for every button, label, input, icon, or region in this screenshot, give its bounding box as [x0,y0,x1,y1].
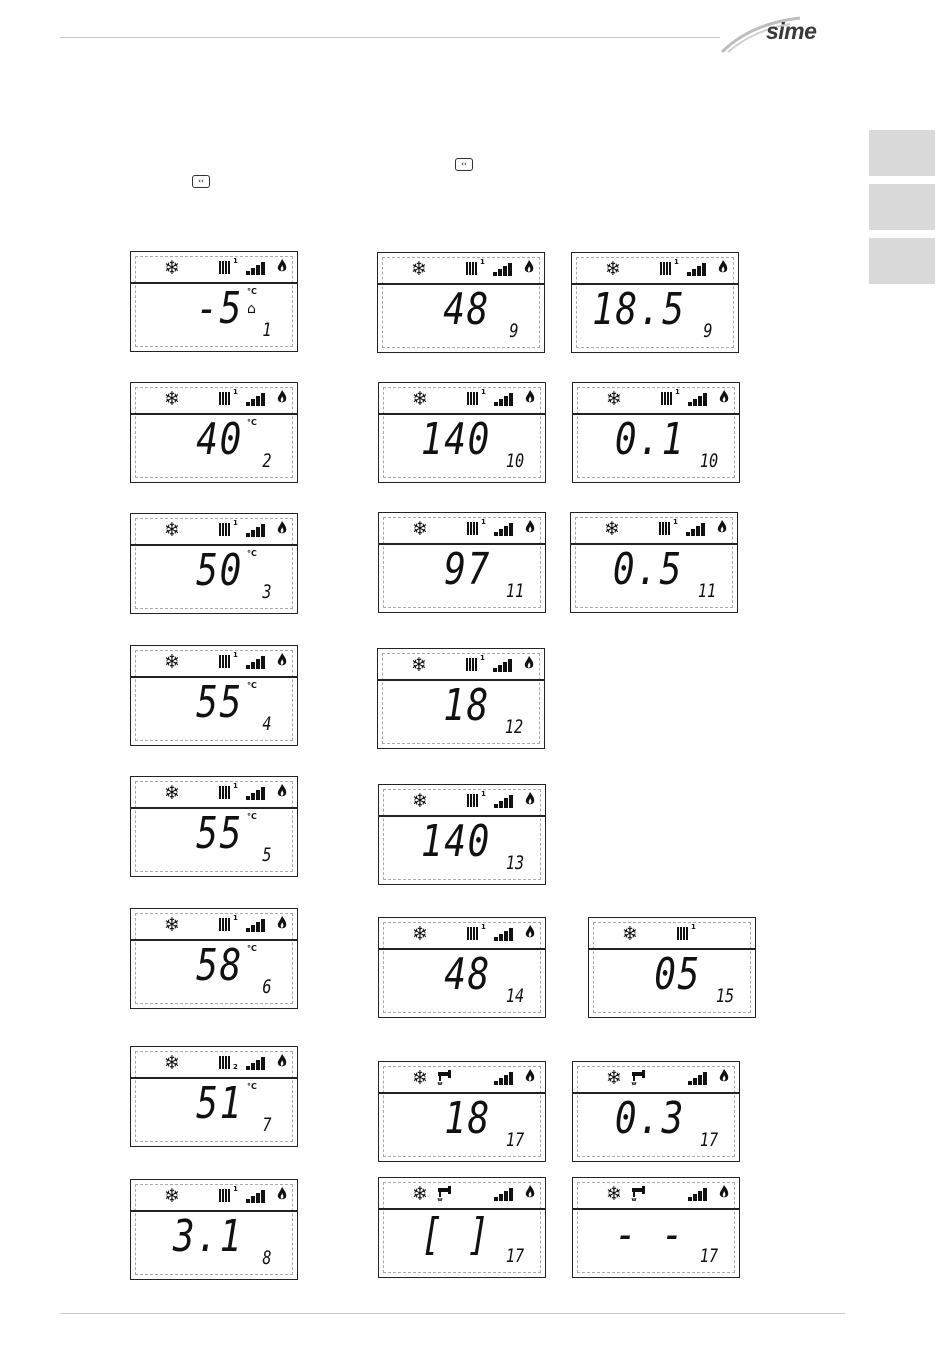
lcd-display-d17d [572,1177,740,1278]
lcd-parameter-number: 10 [699,450,719,472]
lcd-value: - - [614,1209,685,1260]
lcd-parameter-number: 14 [505,985,525,1007]
radiator-circuit-index: 1 [233,519,238,527]
side-tab-3 [869,238,935,284]
flame-icon [719,1185,729,1204]
radiator-circuit-index: 1 [481,790,486,798]
tap-icon [630,1070,650,1090]
snowflake-icon: ❄ [412,923,428,945]
signal-bars-icon [494,1071,518,1085]
flame-icon [277,653,287,672]
snowflake-icon: ❄ [605,258,621,280]
radiator-circuit-index: 1 [691,923,696,931]
lcd-parameter-number: 15 [715,985,735,1007]
flame-icon [277,784,287,803]
lcd-unit: °C [247,681,257,690]
signal-bars-icon [494,392,518,406]
radiator-icon [467,518,486,541]
lcd-parameter-number: 1 [262,319,272,341]
tap-icon [436,1070,456,1090]
lcd-unit: °C [247,549,257,558]
footer-rule [60,1313,845,1314]
radiator-icon [677,923,696,946]
lcd-parameter-number: 17 [505,1129,525,1151]
flame-icon [525,390,535,409]
side-tab-1 [869,130,935,176]
radiator-icon [219,388,238,411]
signal-bars-icon [494,522,518,536]
lcd-display-d5 [130,776,298,877]
snowflake-icon: ❄ [606,388,622,410]
snowflake-icon: ❄ [412,790,428,812]
lcd-display-d14 [378,917,546,1018]
lcd-display-d7 [130,1046,298,1147]
flame-icon [525,925,535,944]
lcd-parameter-number: 4 [262,713,272,735]
signal-bars-icon [246,918,270,932]
snowflake-icon: ❄ [606,1183,622,1205]
signal-bars-icon [246,392,270,406]
flame-icon [277,259,287,278]
signal-bars-icon [246,786,270,800]
lcd-display-d4 [130,645,298,746]
signal-bars-icon [246,655,270,669]
lcd-value: 05 [654,949,701,1000]
flame-icon [524,260,534,279]
lcd-value: 0.1 [614,414,685,465]
flame-icon [717,520,727,539]
snowflake-icon: ❄ [606,1067,622,1089]
snowflake-icon: ❄ [164,651,180,673]
lcd-display-d17a [378,1061,546,1162]
radiator-icon [219,651,238,674]
flame-icon [525,520,535,539]
radiator-icon [219,257,238,280]
snowflake-icon: ❄ [412,518,428,540]
radiator-circuit-index: 1 [233,782,238,790]
signal-bars-icon [494,927,518,941]
lcd-value: 48 [444,949,491,1000]
flame-icon [525,792,535,811]
lcd-display-d3 [130,513,298,614]
lcd-value: 0.5 [612,544,683,595]
lcd-display-d17b [572,1061,740,1162]
snowflake-icon: ❄ [164,914,180,936]
radiator-circuit-index: 1 [233,914,238,922]
radiator-icon [467,388,486,411]
lcd-value: 140 [420,414,491,465]
radiator-icon [467,790,486,813]
tap-icon [630,1186,650,1206]
lcd-parameter-number: 17 [699,1245,719,1267]
lcd-display-d9b [571,252,739,353]
lcd-parameter-number: 8 [262,1247,272,1269]
lcd-parameter-number: 9 [703,320,713,342]
radiator-circuit-index: 1 [481,388,486,396]
radiator-icon [466,258,485,281]
lcd-parameter-number: 10 [505,450,525,472]
signal-bars-icon [246,523,270,537]
lcd-parameter-number: 12 [504,716,524,738]
lcd-parameter-number: 13 [505,852,525,874]
lcd-value: 40 [196,414,243,465]
lcd-unit: °C [247,944,257,953]
signal-bars-icon [246,261,270,275]
flame-icon [277,1054,287,1073]
lcd-value: 55 [196,808,243,859]
signal-bars-icon [686,522,710,536]
flame-icon [525,1069,535,1088]
lcd-value: 51 [196,1078,243,1129]
flame-icon [525,1185,535,1204]
lcd-parameter-number: 5 [262,844,272,866]
sime-logo [720,12,850,56]
radiator-circuit-index: 1 [233,388,238,396]
snowflake-icon: ❄ [604,518,620,540]
lcd-display-d2 [130,382,298,483]
radiator-icon [219,1185,238,1208]
lcd-display-d8 [130,1179,298,1280]
snowflake-icon: ❄ [412,388,428,410]
signal-bars-icon [493,262,517,276]
lcd-parameter-number: 6 [262,976,272,998]
flame-icon [277,521,287,540]
signal-bars-icon [246,1189,270,1203]
snowflake-icon: ❄ [164,519,180,541]
radiator-icon [659,518,678,541]
snowflake-icon: ❄ [412,1183,428,1205]
lcd-display-d10a [378,382,546,483]
flame-icon [719,1069,729,1088]
side-tab-2 [869,184,935,230]
snowflake-icon: ❄ [411,654,427,676]
lcd-parameter-number: 3 [262,581,272,603]
lcd-display-d17c [378,1177,546,1278]
snowflake-icon: ❄ [164,388,180,410]
lcd-display-d9a [377,252,545,353]
lcd-value: 97 [444,544,491,595]
radiator-icon [466,654,485,677]
flame-icon [277,916,287,935]
key-icon-left: ‹‹ [192,175,210,188]
tap-icon [436,1186,456,1206]
lcd-value: -5 [196,283,243,334]
radiator-circuit-index: 1 [480,258,485,266]
lcd-value: 55 [196,677,243,728]
lcd-display-d10b [572,382,740,483]
signal-bars-icon [688,392,712,406]
snowflake-icon: ❄ [164,1052,180,1074]
signal-bars-icon [687,262,711,276]
signal-bars-icon [688,1187,712,1201]
radiator-circuit-index: 1 [675,388,680,396]
radiator-circuit-index: 1 [233,1185,238,1193]
header-rule [60,37,720,38]
snowflake-icon: ❄ [411,258,427,280]
lcd-parameter-number: 9 [509,320,519,342]
radiator-icon [219,1056,238,1075]
lcd-value: 3.1 [172,1211,243,1262]
radiator-icon [661,388,680,411]
signal-bars-icon [494,1187,518,1201]
lcd-value: 48 [443,284,490,335]
lcd-unit: °C [247,287,257,296]
logo-text: sime [766,18,817,44]
lcd-value: [ ] [420,1209,491,1260]
signal-bars-icon [688,1071,712,1085]
lcd-parameter-number: 7 [262,1114,272,1136]
radiator-icon [219,914,238,937]
radiator-circuit-index: 2 [233,1063,238,1071]
radiator-circuit-index: 1 [674,258,679,266]
lcd-display-d11b [570,512,738,613]
flame-icon [277,390,287,409]
radiator-circuit-index: 1 [233,257,238,265]
snowflake-icon: ❄ [164,1185,180,1207]
radiator-circuit-index: 1 [481,518,486,526]
snowflake-icon: ❄ [164,257,180,279]
lcd-parameter-number: 11 [505,580,525,602]
radiator-icon [219,519,238,542]
house-icon: ⌂ [247,301,256,317]
lcd-parameter-number: 11 [697,580,717,602]
lcd-display-d15 [588,917,756,1018]
lcd-value: 18 [444,1093,491,1144]
radiator-circuit-index: 1 [673,518,678,526]
flame-icon [719,390,729,409]
lcd-parameter-number: 17 [505,1245,525,1267]
lcd-unit: °C [247,1082,257,1091]
lcd-unit: °C [247,418,257,427]
lcd-display-d6 [130,908,298,1009]
lcd-display-d12 [377,648,545,749]
lcd-parameter-number: 2 [262,450,272,472]
radiator-icon [660,258,679,281]
radiator-icon [219,782,238,805]
lcd-value: 58 [196,940,243,991]
snowflake-icon: ❄ [622,923,638,945]
radiator-circuit-index: 1 [233,651,238,659]
flame-icon [277,1187,287,1206]
snowflake-icon: ❄ [164,782,180,804]
lcd-value: 18 [443,680,490,731]
lcd-display-d11a [378,512,546,613]
lcd-display-d13 [378,784,546,885]
lcd-value: 50 [196,545,243,596]
lcd-value: 18.5 [592,284,686,335]
lcd-value: 140 [420,816,491,867]
lcd-value: 0.3 [614,1093,685,1144]
lcd-parameter-number: 17 [699,1129,719,1151]
flame-icon [524,656,534,675]
radiator-icon [467,923,486,946]
radiator-circuit-index: 1 [481,923,486,931]
key-icon-right: ‹‹ [455,158,473,171]
snowflake-icon: ❄ [412,1067,428,1089]
signal-bars-icon [494,794,518,808]
lcd-display-d1 [130,251,298,352]
radiator-circuit-index: 1 [480,654,485,662]
lcd-unit: °C [247,812,257,821]
signal-bars-icon [246,1056,270,1070]
flame-icon [718,260,728,279]
signal-bars-icon [493,658,517,672]
